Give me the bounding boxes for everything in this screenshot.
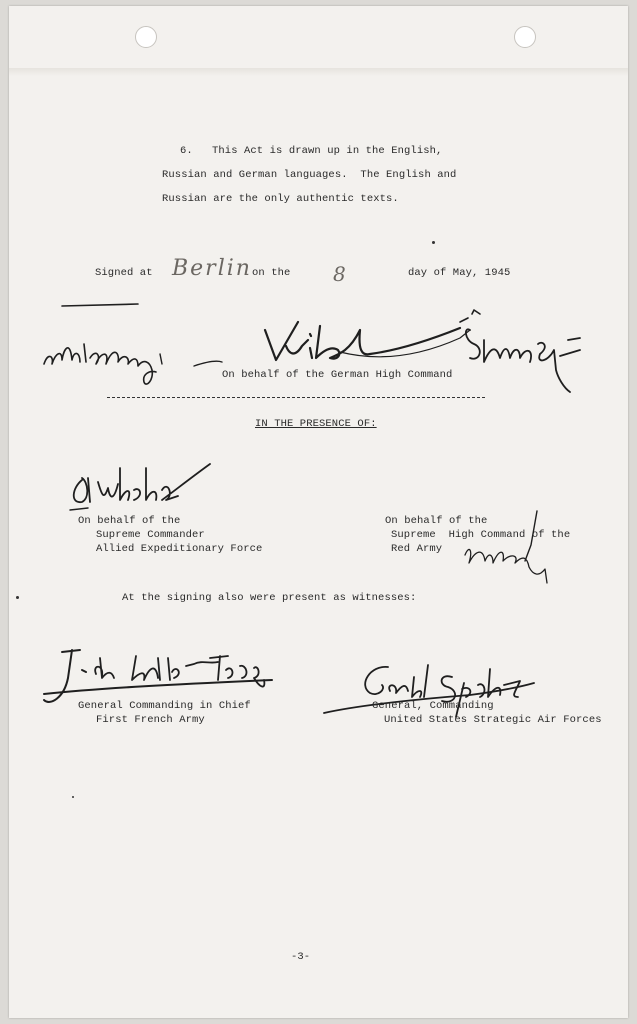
witness-right-line-2: United States Strategic Air Forces	[384, 714, 602, 726]
german-signatures	[40, 300, 600, 400]
margin-speck	[16, 596, 19, 599]
allied-right-line-2: Supreme High Command of the	[391, 529, 571, 541]
page-fold	[9, 68, 628, 76]
german-high-command-caption: On behalf of the German High Command	[222, 369, 453, 381]
witness-left-line-2: First French Army	[96, 714, 205, 726]
allied-left-line-3: Allied Expeditionary Force	[96, 543, 263, 555]
punch-hole-left	[135, 26, 157, 48]
signed-on-the-label: on the	[252, 267, 291, 279]
allied-left-line-1: On behalf of the	[78, 515, 181, 527]
signed-day-handwritten: 8	[333, 262, 346, 286]
witnesses-intro: At the signing also were present as witnesses:	[122, 592, 417, 604]
tedder-signature	[68, 460, 218, 520]
zhukov-signature	[455, 505, 565, 590]
paragraph-line-3: Russian are the only authentic texts.	[162, 193, 399, 205]
signed-place-handwritten: Berlin	[172, 256, 252, 281]
paragraph-line-1: 6. This Act is drawn up in the English,	[180, 145, 443, 157]
ink-speck-lower	[72, 796, 74, 798]
signed-date-label: day of May, 1945	[408, 267, 511, 279]
punch-hole-right	[514, 26, 536, 48]
separator-dashed-line	[107, 397, 485, 398]
allied-left-line-2: Supreme Commander	[96, 529, 205, 541]
paragraph-line-2: Russian and German languages. The English and	[162, 169, 457, 181]
signed-at-label: Signed at	[95, 267, 153, 279]
in-the-presence-heading: IN THE PRESENCE OF:	[255, 418, 377, 430]
allied-right-line-1: On behalf of the	[385, 515, 488, 527]
witness-right-line-1: General, Commanding	[372, 700, 494, 712]
page-number: -3-	[291, 951, 311, 963]
allied-right-line-3: Red Army	[391, 543, 443, 555]
ink-speck	[432, 241, 435, 244]
witness-left-line-1: General Commanding in Chief	[78, 700, 251, 712]
